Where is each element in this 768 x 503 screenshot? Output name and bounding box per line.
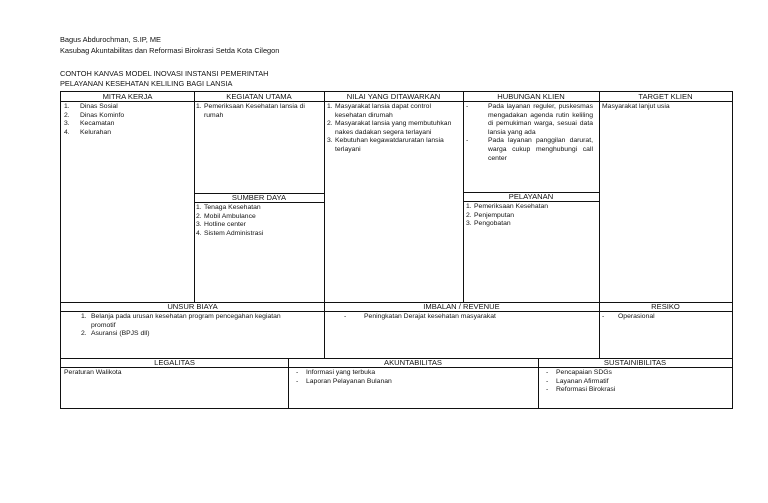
list-item-text: Pengobatan [474,220,511,228]
list-item [81,330,294,339]
mitra-kerja-cell [60,91,195,303]
list-item-text: Kelurahan [80,128,111,136]
list-item-text: Layanan Afirmatif [556,377,609,385]
list-marker: 2. [81,330,87,338]
list-item [327,103,460,120]
akuntabilitas-title: AKUNTABILITAS [288,358,538,368]
list-item [466,137,593,163]
list-item [64,120,191,129]
target-klien-text: Masyarakat lanjut usia [602,103,670,110]
imbalan-list [324,312,599,322]
legalitas-text: Peraturan Walikota [64,369,122,376]
list-item-text: Dinas Kominfo [80,111,125,119]
legalitas-title: LEGALITAS [61,358,288,368]
list-item-text: Belanja pada urusan kesehatan program pencegahan kegiatan promotif [91,313,281,329]
list-item [196,221,322,230]
list-marker: - [296,369,299,376]
list-item [546,378,729,387]
list-item-text: Sistem Administrasi [204,229,264,237]
author-name: Bagus Abdurochman, S.IP, ME [60,35,161,44]
nilai-ditawarkan-list [324,102,463,156]
target-klien-title: TARGET KLIEN [599,92,732,102]
list-item [81,313,294,330]
unsur-biaya-title: UNSUR BIAYA [61,302,324,312]
list-marker: 1. [81,313,87,320]
author-position: Kasubag Akuntabilitas dan Reformasi Birokrasi Setda Kota Cilegon [60,46,280,55]
list-marker: 1. [196,204,202,211]
list-marker: 3. [466,220,472,228]
list-item-text: Pada layanan panggilan darurat, warga cukup menghubungi call center [488,137,593,162]
unsur-biaya-cell [60,302,325,359]
list-marker: - [602,313,605,320]
list-item-text: Pemeriksaan Kesehatan lansia di rumah [204,103,305,119]
list-item [546,386,729,395]
list-item [344,313,596,322]
list-item-text: Kecamatan [80,120,115,128]
list-marker: 2. [327,120,333,128]
target-klien-cell [599,91,733,303]
list-marker: 3. [196,221,202,229]
list-marker: 3. [327,137,333,145]
list-item-text: Peningkatan Derajat kesehatan masyarakat [364,313,496,320]
list-item [466,103,593,137]
resiko-list [599,312,732,323]
list-item-text: Hotline center [204,221,246,229]
hubungan-klien-cell [463,91,600,193]
hubungan-klien-list [463,102,599,163]
list-marker: 1. [327,103,333,110]
nilai-ditawarkan-cell [324,91,464,303]
akuntabilitas-list [288,368,538,386]
list-marker: 2. [196,212,202,220]
pelayanan-title: PELAYANAN [463,192,599,202]
list-item [196,230,322,239]
list-marker: 1. [466,203,472,210]
sumber-daya-cell [194,193,325,303]
list-marker: - [546,369,549,376]
list-item-text: Tenaga Kesehatan [204,204,261,211]
sumber-daya-list [194,203,324,239]
list-item-text: Penjemputan [474,211,515,219]
list-marker: - [466,137,469,145]
list-marker: - [546,386,549,394]
resiko-title: RESIKO [599,302,732,312]
list-marker: - [296,377,299,385]
list-item-text: Reformasi Birokrasi [556,386,616,394]
list-item [466,220,596,229]
kegiatan-utama-cell [194,91,325,194]
list-item [296,378,535,387]
list-item [466,203,596,212]
list-item-text: Mobil Ambulance [204,212,256,220]
sustainibilitas-title: SUSTAINIBILITAS [538,358,732,368]
list-item [546,369,729,378]
list-item [466,212,596,221]
list-marker: 3. [64,120,70,128]
legalitas-cell [60,358,289,409]
list-item-text: Dinas Sosial [80,103,118,110]
resiko-cell [599,302,733,359]
mitra-kerja-title: MITRA KERJA [61,92,194,102]
list-item [196,204,322,213]
list-marker: 2. [466,211,472,219]
list-marker: 1. [196,103,202,110]
document-title: CONTOH KANVAS MODEL INOVASI INSTANSI PEMERINTAH [60,69,269,78]
kegiatan-utama-list [194,102,324,121]
list-item-text: Pemeriksaan Kesehatan [474,203,549,210]
pelayanan-list [463,202,599,230]
sustainibilitas-list [538,368,732,395]
list-item-text: Pencapaian SDGs [556,369,612,376]
list-marker: 4. [196,229,202,237]
sumber-daya-title: SUMBER DAYA [194,193,324,203]
hubungan-klien-title: HUBUNGAN KLIEN [463,92,599,102]
mitra-kerja-list [61,102,194,138]
list-item [64,112,191,121]
list-item-text: Masyarakat lansia dapat control kesehatan dirumah [335,103,431,119]
list-marker: - [344,313,347,320]
list-item-text: Pada layanan reguler, puskesmas mengadakan agenda rutin keliling di pemukiman warga, sesuai data lansia yang ada [488,103,593,136]
nilai-ditawarkan-title: NILAI YANG DITAWARKAN [324,92,463,102]
list-item-text: Asuransi (BPJS dll) [91,330,150,338]
list-item [196,213,322,222]
list-marker: 2. [64,111,70,119]
sustainibilitas-cell [538,358,733,409]
list-item [602,313,729,322]
imbalan-cell [324,302,600,359]
list-marker: 1. [64,103,70,110]
list-item-text: Informasi yang terbuka [306,369,376,376]
list-item [64,103,191,112]
list-item-text: Masyarakat lansia yang membutuhkan nakes dadakan segera terlayani [335,120,452,136]
pelayanan-cell [463,192,600,303]
list-marker: 4. [64,128,70,136]
list-marker: - [546,377,549,385]
list-item-text: Kebutuhan kegawatdaruratan lansia terlayani [335,137,444,153]
imbalan-title: IMBALAN / REVENUE [324,302,599,312]
list-item [196,103,322,120]
kegiatan-utama-title: KEGIATAN UTAMA [194,92,324,102]
unsur-biaya-list [61,312,324,339]
list-item [64,129,191,138]
list-item [296,369,535,378]
akuntabilitas-cell [288,358,539,409]
list-marker: - [466,103,469,110]
list-item [327,120,460,137]
list-item-text: Laporan Pelayanan Bulanan [306,377,392,385]
list-item-text: Operasional [618,313,655,320]
document-subtitle: PELAYANAN KESEHATAN KELILING BAGI LANSIA [60,79,233,88]
list-item [327,137,460,154]
